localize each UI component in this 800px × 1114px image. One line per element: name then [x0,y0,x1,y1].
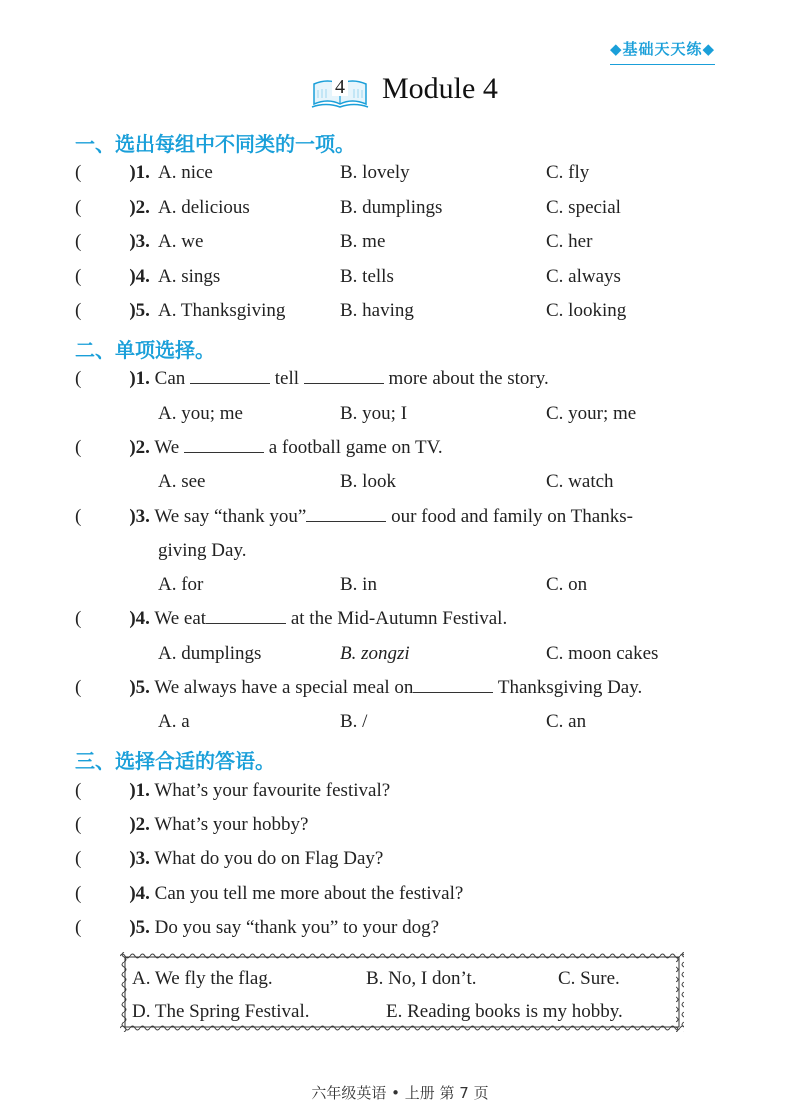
option-b[interactable]: B. dumplings [340,197,443,218]
page-footer: 六年级英语 • 上册 第 7 页 [311,1084,489,1102]
option-b[interactable]: B. tells [340,266,394,287]
option-a[interactable]: A. dumplings [158,643,262,664]
option-b[interactable]: B. having [340,300,414,321]
question-row: ( )1. Can tell more about the story. [75,368,549,389]
option-c[interactable]: C. an [546,711,587,732]
list-item: ( )3. [75,231,150,252]
option-c[interactable]: C. looking [546,300,627,321]
list-item: ( )1. What’s your favourite festival? [75,780,391,801]
question-row: ( )5. We always have a special meal on Thanksgiving Day. [75,677,643,698]
answer-blank[interactable] [304,369,384,384]
option-c[interactable]: C. fly [546,162,590,183]
answer-option-a: A. We fly the flag. [132,968,273,989]
option-a[interactable]: A. Thanksgiving [158,300,286,321]
list-item: ( )2. What’s your hobby? [75,814,309,835]
option-b[interactable]: B. you; I [340,403,408,424]
list-item: ( )4. Can you tell me more about the festival? [75,883,464,904]
option-c[interactable]: C. her [546,231,593,252]
option-c[interactable]: C. watch [546,471,614,492]
option-b[interactable]: B. zongzi [340,643,410,664]
list-item: ( )5. Do you say “thank you” to your dog? [75,917,440,938]
answer-blank[interactable] [413,678,493,693]
option-a[interactable]: A. see [158,471,206,492]
option-b[interactable]: B. in [340,574,377,595]
question-row: ( )3. We say “thank you” our food and family on Thanks- [75,506,633,527]
option-a[interactable]: A. nice [158,162,213,183]
list-item: ( )4. [75,266,150,287]
option-c[interactable]: C. moon cakes [546,643,659,664]
answer-option-c: C. Sure. [558,968,620,989]
option-a[interactable]: A. sings [158,266,221,287]
option-b[interactable]: B. me [340,231,386,252]
answer-option-e: E. Reading books is my hobby. [386,1001,623,1022]
answer-option-b: B. No, I don’t. [366,968,477,989]
section-3-title: 三、选择合适的答语。 [75,749,275,773]
question-row: ( )2. We a football game on TV. [75,437,443,458]
answer-blank[interactable] [190,369,270,384]
list-item: ( )3. What do you do on Flag Day? [75,848,384,869]
section-1-title: 一、选出每组中不同类的一项。 [75,132,355,156]
option-a[interactable]: A. for [158,574,204,595]
question-continuation: giving Day. [158,540,247,561]
option-a[interactable]: A. a [158,711,190,732]
option-c[interactable]: C. on [546,574,588,595]
option-c[interactable]: C. special [546,197,621,218]
option-c[interactable]: C. your; me [546,403,637,424]
question-row: ( )4. We eat at the Mid-Autumn Festival. [75,608,508,629]
list-item: ( )5. [75,300,150,321]
option-b[interactable]: B. / [340,711,368,732]
series-badge: ◆基础天天练◆ [610,38,715,59]
module-number: 4 [335,76,345,98]
answer-blank[interactable] [306,507,386,522]
list-item: ( )2. [75,197,150,218]
option-c[interactable]: C. always [546,266,621,287]
answer-blank[interactable] [184,438,264,453]
open-book-icon [310,74,370,110]
section-2-title: 二、单项选择。 [75,338,215,362]
answer-blank[interactable] [206,609,286,624]
option-b[interactable]: B. lovely [340,162,410,183]
option-a[interactable]: A. delicious [158,197,250,218]
option-b[interactable]: B. look [340,471,396,492]
option-a[interactable]: A. we [158,231,204,252]
option-a[interactable]: A. you; me [158,403,243,424]
answer-option-d: D. The Spring Festival. [132,1001,310,1022]
list-item: ( )1. [75,162,150,183]
module-title: Module 4 [382,72,498,105]
